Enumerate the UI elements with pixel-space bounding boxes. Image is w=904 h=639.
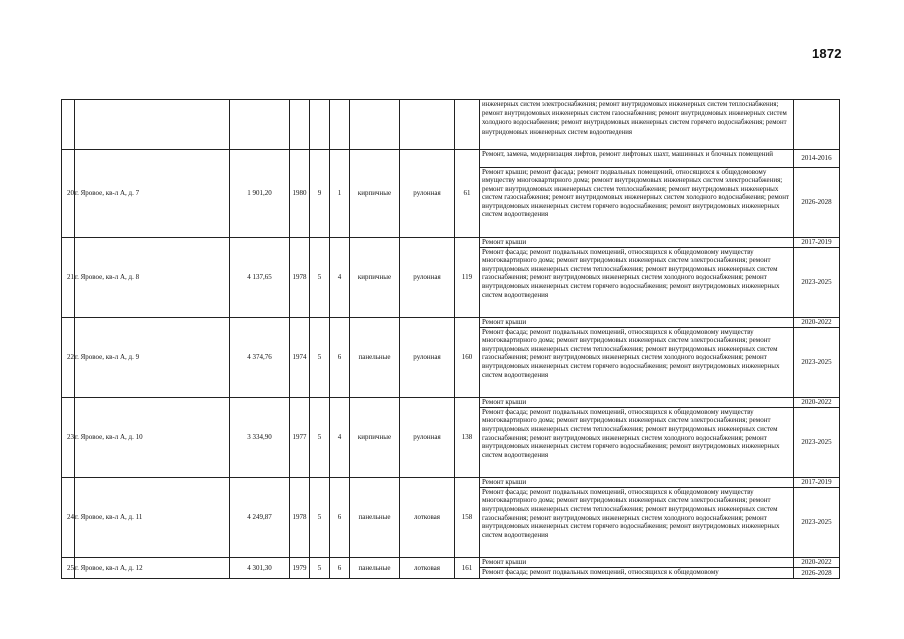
floors-cell: 5 (310, 238, 330, 318)
page-number: 1872 (812, 46, 842, 61)
work-description: Ремонт крыши; ремонт фасада; ремонт подвальных помещений, относящихся к общедомовому имуществу многоквартирного дома; ремонт внутридомовых инженерных систем электроснабжения; ремонт внутридомовых инженерных систем теплоснабжения; ремонт внутридомовых инженерных систем газоснабжения; ремонт внутридомовых инженерных систем холодного водоснабжения; ремонт внутридомовых инженерных систем горячего водоснабжения; ремонт внутридомовых инженерных систем водоотведения (480, 167, 794, 237)
floors-cell: 5 (310, 558, 330, 579)
work-period: 2023-2025 (801, 357, 832, 366)
row-number: 25 (62, 558, 75, 579)
address-cell: г. Яровое, кв-л А, д. 7 (75, 150, 230, 238)
floors-cell: 5 (310, 318, 330, 398)
apartments-cell: 61 (455, 150, 480, 238)
roof-type-cell: лотковая (400, 478, 455, 558)
entrances-cell: 4 (330, 238, 350, 318)
row-number: 24 (62, 478, 75, 558)
work-description: Ремонт фасада; ремонт подвальных помещений, относящихся к общедомовому имуществу многоквартирного дома; ремонт внутридомовых инженерных систем электроснабжения; ремонт внутридомовых инженерных систем теплоснабжения; ремонт внутридомовых инженерных систем газоснабжения; ремонт внутридомовых инженерных систем холодного водоснабжения; ремонт внутридомовых инженерных систем горячего водоснабжения; ремонт внутридомовых инженерных систем водоотведения (480, 487, 794, 557)
work-period: 2017-2019 (794, 238, 840, 247)
table-row (62, 398, 840, 478)
work-description: Ремонт крыши (480, 558, 794, 567)
walls-material-cell: кирпичные (350, 238, 400, 318)
address-cell: г. Яровое, кв-л А, д. 9 (75, 318, 230, 398)
table-row (62, 238, 840, 318)
apartments-cell: 158 (455, 478, 480, 558)
address-cell: г. Яровое, кв-л А, д. 11 (75, 478, 230, 558)
work-period: 2023-2025 (801, 518, 832, 527)
work-description: Ремонт крыши (480, 398, 794, 407)
table-row-continued (62, 100, 840, 150)
row-number: 23 (62, 398, 75, 478)
roof-type-cell: рулонная (400, 318, 455, 398)
area-cell: 4 137,65 (230, 238, 290, 318)
table-row (62, 318, 840, 398)
work-period: 2017-2019 (794, 478, 840, 487)
apartments-cell: 161 (455, 558, 480, 579)
work-period: 2014-2016 (794, 150, 840, 167)
table-row (62, 478, 840, 558)
year-cell: 1980 (290, 150, 310, 238)
table-row (62, 558, 840, 579)
work-period: 2023-2025 (801, 277, 832, 286)
year-cell: 1974 (290, 318, 310, 398)
floors-cell: 5 (310, 398, 330, 478)
work-description: Ремонт фасада; ремонт подвальных помещений, относящихся к общедомовому имуществу многоквартирного дома; ремонт внутридомовых инженерных систем электроснабжения; ремонт внутридомовых инженерных систем теплоснабжения; ремонт внутридомовых инженерных систем газоснабжения; ремонт внутридомовых инженерных систем холодного водоснабжения; ремонт внутридомовых инженерных систем горячего водоснабжения; ремонт внутридомовых инженерных систем водоотведения (480, 247, 794, 317)
work-period: 2020-2022 (794, 558, 840, 567)
work-period: 2020-2022 (794, 398, 840, 407)
table-row (62, 150, 840, 238)
walls-material-cell: панельные (350, 478, 400, 558)
entrances-cell: 6 (330, 478, 350, 558)
apartments-cell: 119 (455, 238, 480, 318)
work-description: Ремонт фасада; ремонт подвальных помещений, относящихся к общедомовому (480, 567, 794, 578)
area-cell: 1 901,20 (230, 150, 290, 238)
work-period (794, 100, 840, 149)
apartments-cell: 138 (455, 398, 480, 478)
work-description: инженерных систем электроснабжения; ремонт внутридомовых инженерных систем теплоснабжения; ремонт внутридомовых инженерных систем газоснабжения; ремонт внутридомовых инженерных систем холодного водоснабжения; ремонт внутридомовых инженерных систем горячего водоснабжения; ремонт внутридомовых инженерных систем водоотведения (480, 100, 794, 149)
year-cell: 1979 (290, 558, 310, 579)
address-cell: г. Яровое, кв-л А, д. 8 (75, 238, 230, 318)
floors-cell: 5 (310, 478, 330, 558)
walls-material-cell: панельные (350, 558, 400, 579)
address-cell: г. Яровое, кв-л А, д. 10 (75, 398, 230, 478)
work-period: 2020-2022 (794, 318, 840, 327)
work-description: Ремонт фасада; ремонт подвальных помещений, относящихся к общедомовому имуществу многоквартирного дома; ремонт внутридомовых инженерных систем электроснабжения; ремонт внутридомовых инженерных систем теплоснабжения; ремонт внутридомовых инженерных систем газоснабжения; ремонт внутридомовых инженерных систем холодного водоснабжения; ремонт внутридомовых инженерных систем горячего водоснабжения; ремонт внутридомовых инженерных систем водоотведения (480, 327, 794, 397)
area-cell: 4 249,87 (230, 478, 290, 558)
year-cell: 1977 (290, 398, 310, 478)
walls-material-cell: панельные (350, 318, 400, 398)
entrances-cell: 6 (330, 558, 350, 579)
entrances-cell: 1 (330, 150, 350, 238)
floors-cell: 9 (310, 150, 330, 238)
area-cell: 3 334,90 (230, 398, 290, 478)
work-description: Ремонт фасада; ремонт подвальных помещений, относящихся к общедомовому имуществу многоквартирного дома; ремонт внутридомовых инженерных систем электроснабжения; ремонт внутридомовых инженерных систем теплоснабжения; ремонт внутридомовых инженерных систем газоснабжения; ремонт внутридомовых инженерных систем холодного водоснабжения; ремонт внутридомовых инженерных систем горячего водоснабжения; ремонт внутридомовых инженерных систем водоотведения (480, 407, 794, 477)
roof-type-cell: рулонная (400, 238, 455, 318)
work-description: Ремонт крыши (480, 478, 794, 487)
work-description: Ремонт, замена, модернизация лифтов, ремонт лифтовых шахт, машинных и блочных помещений (480, 150, 794, 167)
year-cell: 1978 (290, 238, 310, 318)
area-cell: 4 301,30 (230, 558, 290, 579)
apartments-cell: 160 (455, 318, 480, 398)
work-description: Ремонт крыши (480, 318, 794, 327)
roof-type-cell: лотковая (400, 558, 455, 579)
work-period: 2026-2028 (801, 568, 832, 577)
row-number: 22 (62, 318, 75, 398)
walls-material-cell: кирпичные (350, 398, 400, 478)
address-cell: г. Яровое, кв-л А, д. 12 (75, 558, 230, 579)
year-cell: 1978 (290, 478, 310, 558)
roof-type-cell: рулонная (400, 398, 455, 478)
row-number: 20 (62, 150, 75, 238)
walls-material-cell: кирпичные (350, 150, 400, 238)
entrances-cell: 6 (330, 318, 350, 398)
work-description: Ремонт крыши (480, 238, 794, 247)
housing-repair-table (61, 99, 840, 579)
area-cell: 4 374,76 (230, 318, 290, 398)
entrances-cell: 4 (330, 398, 350, 478)
roof-type-cell: рулонная (400, 150, 455, 238)
work-period: 2023-2025 (801, 438, 832, 447)
row-number: 21 (62, 238, 75, 318)
work-period: 2026-2028 (801, 197, 832, 206)
